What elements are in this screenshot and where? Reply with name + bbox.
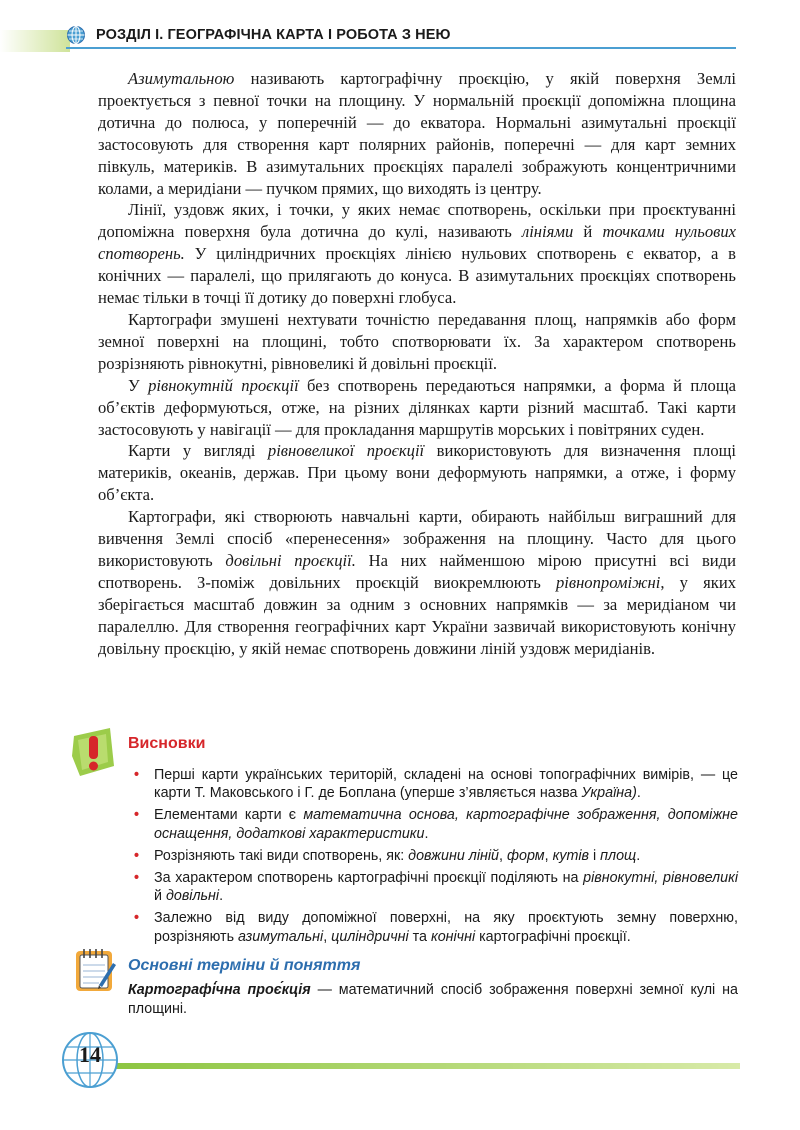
text-span: Карти у вигляді — [128, 441, 268, 461]
list-item — [134, 806, 738, 842]
term-angles: кутів — [552, 847, 590, 864]
section-title: РОЗДІЛ І. ГЕОГРАФІЧНА КАРТА І РОБОТА З НЕЮ — [96, 27, 451, 43]
term-definition — [128, 981, 738, 1019]
main-text — [98, 68, 736, 659]
text-span: й — [573, 222, 603, 242]
text-span: картографічні проєкції. — [475, 928, 631, 945]
term-equidistant: рівнопроміжні — [555, 572, 661, 592]
term-equal-area: рівновеликої проєкції — [267, 441, 425, 461]
text-span: За характером спотворень картографічні проєкції поділяють на — [154, 870, 584, 887]
text-span: . — [636, 785, 641, 802]
paragraph-arbitrary — [98, 506, 736, 659]
paragraph-zero-distortion — [98, 199, 736, 309]
text-span: Лінії, уздовж яких, і точки, у яких немає спотворень, оскільки при проєктуванні допоміжна поверхня була дотична до кулі, називають — [98, 200, 736, 242]
text-span: використовують для визначення площі материків, океанів, держав. При цьому вони деформують напрямки, а отже, і форму об’єкта. — [98, 441, 737, 505]
text-span: . — [219, 888, 224, 905]
text-span: Картографи, які створюють навчальні карти, обирають найбільш виграшний для вивчення Землі спосіб «перенесення» зображення на площину. Часто для цього використовують — [98, 507, 736, 570]
term-lines: лініями — [521, 222, 574, 242]
text-span: Залежно від виду допоміжної поверхні, на яку проєктують земну поверхню, розрізняють — [154, 910, 738, 945]
term-azimuthal: Азимутальною — [128, 69, 235, 88]
term-points: точками нульових спотворень. — [98, 222, 736, 264]
text-span: , — [499, 847, 507, 864]
text-span: Перші карти українських територій, складені на основі топографічних вимірів, — це карти Т. Маковського і Г. де Боплана (уперше з’являється назва — [154, 767, 738, 802]
term-azimuthal: азимутальні — [238, 928, 324, 945]
list-item — [134, 909, 738, 945]
text-span: Розрізняють такі види спотворень, як: — [154, 847, 409, 864]
text-span: , — [323, 928, 332, 945]
list-item — [134, 766, 738, 802]
paragraph-equal-area — [98, 440, 736, 506]
text-span: називають картографічну проєкцію, у якій поверхня Землі проектується з певної точки на площину. У нормальній проєкції допоміжна площина дотична до полюса, у поперечній — до екватора. Нормальні азимутальні проєкції застосовують для створення карт полярних районів, поперечні — для карт земних півкуль, материків. В азимутальних проєкціях паралелі зображують концентричними колами, а меридіани — пучком прямих, що виходять із центру. — [98, 69, 736, 198]
text-span: , у яких зберігається масштаб довжин за одним з основних напрямків — за меридіаном чи паралеллю. Для створення географічних карт України зазвичай використовують конічну довільну проєкцію, у якій немає спотворень довжини ліній уздовж меридіанів. — [98, 572, 736, 658]
bullet: • — [134, 910, 140, 927]
text-span: На них найменшою мірою присутні всі види спотворень. З-поміж довільних проєкцій виокремлюють — [98, 550, 736, 592]
globe-icon — [66, 25, 86, 45]
text-span: й — [154, 888, 166, 905]
paragraph-distortion-types — [98, 309, 736, 375]
bullet: • — [134, 847, 140, 864]
term-conic: конічні — [430, 928, 476, 945]
term-conformal: рівнокутній проєкції — [148, 375, 299, 395]
list-item — [134, 847, 738, 865]
paragraph-conformal — [98, 375, 736, 441]
conclusions-list — [134, 766, 738, 950]
list-item — [134, 869, 738, 905]
term-name: Картографі́чна проє́кція — [128, 982, 311, 998]
text-span: , — [544, 847, 553, 864]
text-span: Картографи змушені нехтувати точністю передавання площ, напрямків або форм земної поверхні на площині, тобто спотворювати їх. За характером спотворень розрізняють рівнокутні, рівновеликі й довільні проєкції. — [98, 309, 736, 373]
text-span: Елементами карти є — [154, 807, 304, 824]
text-span: . — [636, 847, 641, 864]
term-cylindrical: циліндричні — [331, 928, 409, 945]
bullet: • — [134, 870, 140, 887]
bullet: • — [134, 767, 140, 783]
bullet: • — [134, 807, 140, 824]
term-arbitrary: довільні проєкції. — [225, 550, 356, 570]
text-span: і — [589, 847, 601, 864]
text-span: без спотворень передаються напрямки, а форма й площа об’єктів деформуються, отже, на різних ділянках карти різний масштаб. Такі карти застосовують у навігації — для прокладання маршрутів морських і повітряних суден. — [98, 375, 736, 439]
term-map-elements: математична основа, картографічне зображення, допоміжне оснащення, додаткові характеристики — [154, 807, 738, 842]
text-span: У — [128, 375, 149, 395]
term-ukraine: Україна) — [581, 785, 637, 802]
conclusions-title: Висновки — [128, 735, 206, 752]
footer-band — [110, 1063, 740, 1069]
term-length: довжини ліній — [408, 847, 499, 864]
header-divider — [66, 47, 736, 49]
page-number: 14 — [79, 1042, 101, 1067]
exclamation-icon — [70, 726, 116, 778]
terms-title: Основні терміни й поняття — [128, 957, 361, 974]
term-shape: форм — [506, 847, 545, 864]
text-span: та — [408, 928, 431, 945]
text-span: У циліндричних проєкціях лінією нульових спотворень є екватор, а в конічних — паралелі, що прилягають до конуса. В азимутальних проєкціях спотворень немає тільки в точці її дотику до поверхні глобуса. — [98, 244, 736, 308]
header-band — [0, 30, 70, 52]
term-arbitrary: довільні — [165, 888, 220, 905]
term-conformal-equal: рівнокутні, рівновеликі — [583, 870, 738, 887]
text-span: . — [424, 825, 429, 842]
notepad-icon — [73, 945, 117, 993]
term-description: — математичний спосіб зображення поверхні земної кулі на площині. — [128, 982, 738, 1017]
term-area: площ — [600, 847, 637, 864]
paragraph-azimuthal — [98, 68, 736, 199]
